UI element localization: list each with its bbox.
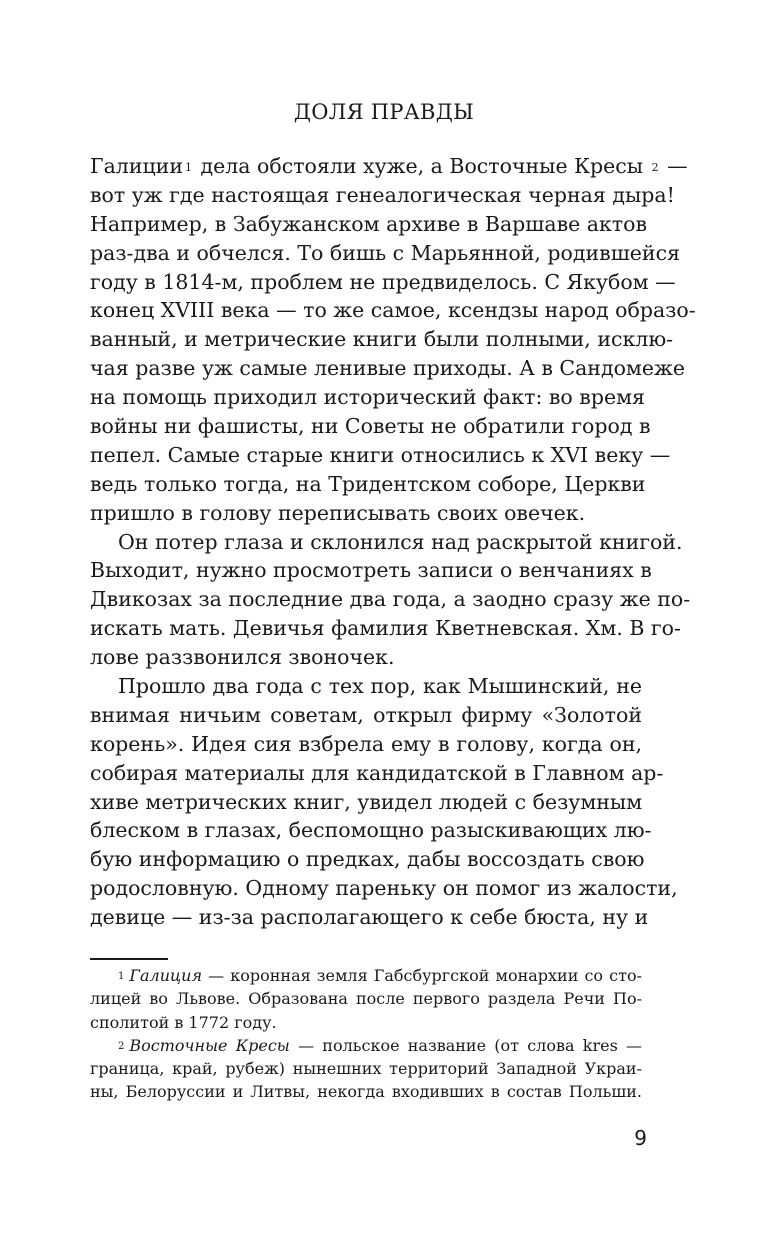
- text-line: блеском в глазах, беспомощно разыскивающих лю-: [90, 818, 652, 843]
- text-line: войны ни фашисты, ни Советы не обратили город в: [90, 414, 651, 439]
- text-line: вот уж где настоящая генеалогическая черная дыра!: [90, 182, 675, 207]
- text-line: лове раззвонился звоночек.: [90, 645, 395, 670]
- footnote-line: ны, Белоруссии и Литвы, некогда входивших в состав Польши.: [90, 1082, 642, 1102]
- footnote-term: Галиция: [129, 966, 203, 985]
- text-line: искать мать. Девичья фамилия Кветневская. Хм. В го-: [90, 616, 681, 641]
- text-line: пепел. Самые старые книги относились к XVI веку —: [90, 442, 671, 467]
- footnote-number: 2: [118, 1040, 125, 1052]
- text-line: корень». Идея сия взбрела ему в голову, когда он,: [90, 731, 642, 756]
- text-line: девице — из-за располагающего к себе бюста, ну и: [90, 905, 649, 930]
- footnote-text: — коронная земля Габсбургской монархии со сто-: [208, 966, 643, 985]
- line-segment: дела обстояли хуже, а Восточные Кресы: [194, 154, 650, 178]
- text-line: собирая материалы для кандидатской в Главном ар-: [90, 760, 664, 785]
- footnotes: [90, 964, 642, 1104]
- line-segment: Галиции: [90, 154, 183, 178]
- footnote-line: лицей во Львове. Образована после первого раздела Речи По-: [90, 989, 642, 1009]
- page-number: 9: [634, 1126, 647, 1150]
- footnote-line: граница, край, рубеж) нынешних территорий Западной Украи-: [90, 1059, 642, 1079]
- text-line: Двикозах за последние два года, а заодно сразу же по-: [90, 587, 691, 612]
- text-line: Он потер глаза и склонился над раскрытой книгой.: [118, 529, 683, 554]
- text-line: Например, в Забужанском архиве в Варшаве актов: [90, 211, 648, 236]
- text-line: [90, 152, 688, 181]
- text-line: родословную. Одному пареньку он помог из жалости,: [90, 876, 678, 901]
- footnote-2: [90, 1034, 642, 1057]
- footnote-ref-1[interactable]: 1: [185, 161, 192, 174]
- text-line: чая разве уж самые ленивые приходы. А в Сандомеже: [90, 356, 686, 381]
- text-line: пришло в голову переписывать своих овечек.: [90, 500, 586, 525]
- text-line: году в 1814-м, проблем не предвиделось. С Якубом —: [90, 269, 676, 294]
- text-line: ведь только тогда, на Тридентском соборе, Церкви: [90, 471, 646, 496]
- footnote-line: сполитой в 1772 году.: [90, 1012, 277, 1032]
- text-line: Выходит, нужно просмотреть записи о венчаниях в: [90, 558, 652, 583]
- text-line: хиве метрических книг, увидел людей с безумным: [90, 789, 643, 814]
- footnote-1: [90, 964, 642, 987]
- body-text: [90, 152, 696, 932]
- text-line: Прошло два года с тех пор, как Мышинский, не: [118, 674, 642, 699]
- line-segment: —: [660, 154, 688, 178]
- footnote-text: — польское название (от слова kres —: [298, 1035, 642, 1055]
- footnote-term: Восточные Кресы: [129, 1035, 290, 1055]
- footnote-divider: [90, 958, 168, 960]
- running-head: ДОЛЯ ПРАВДЫ: [293, 100, 475, 124]
- text-line: конец XVIII века — то же самое, ксендзы народ образо-: [90, 298, 696, 323]
- text-line: раз-два и обчелся. То бишь с Марьянной, родившейся: [90, 240, 680, 265]
- footnote-number: 1: [118, 971, 125, 982]
- text-line: ванный, и метрические книги были полными, исклю-: [90, 327, 674, 352]
- footnote-ref-2[interactable]: 2: [651, 161, 659, 174]
- text-line: бую информацию о предках, дабы воссоздать свою: [90, 847, 645, 872]
- text-line: на помощь приходил исторический факт: во время: [90, 385, 645, 410]
- text-line: внимая ничьим советам, открыл фирму «Золотой: [90, 702, 642, 727]
